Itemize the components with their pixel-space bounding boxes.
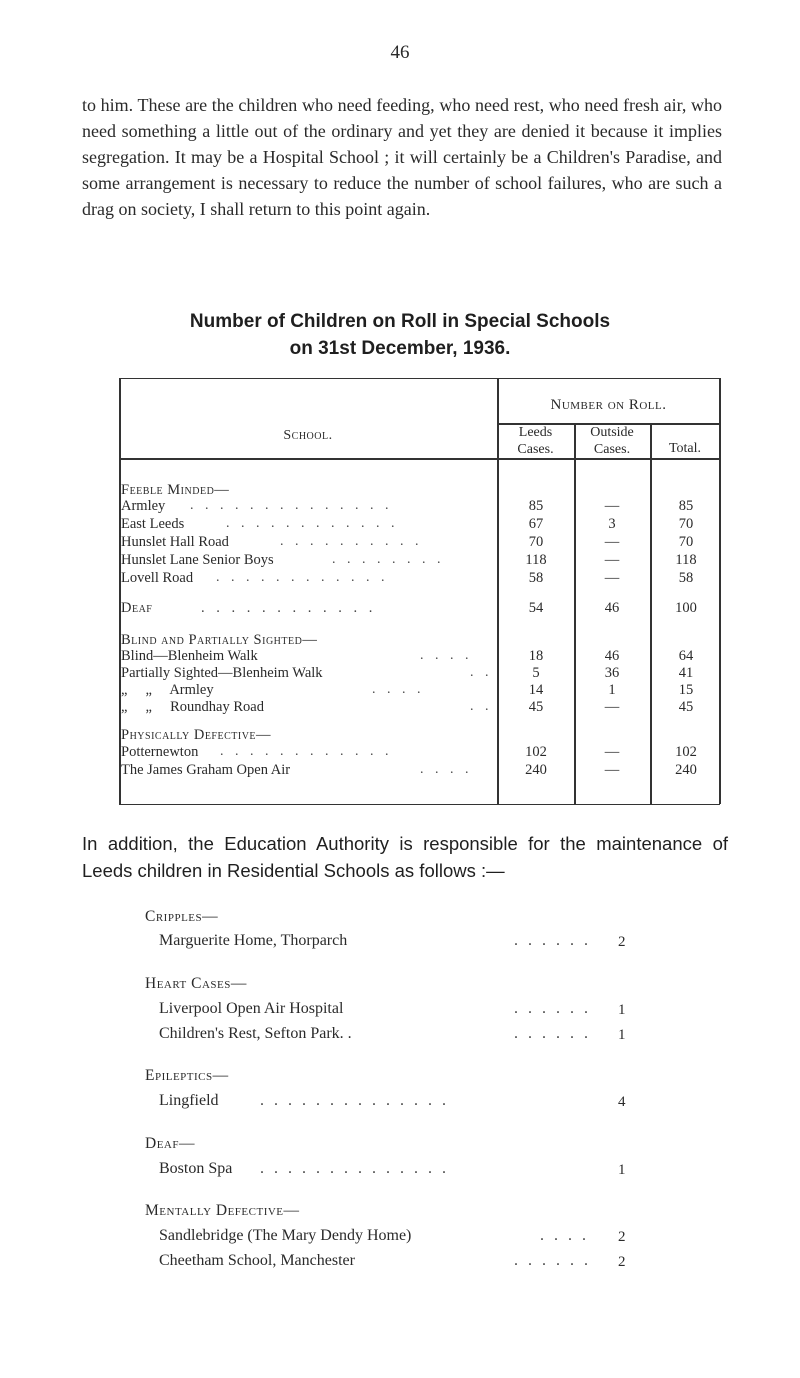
heading-epileptics: Epileptics— (145, 1067, 229, 1084)
leader-dots: . . . . . . . . . . . . (226, 516, 399, 531)
leader-dots: . . . . . . . . . . . . (220, 744, 393, 759)
school-header: School. (283, 428, 333, 443)
heading-heart-cases: Heart Cases— (145, 975, 247, 992)
outside-cases: 46 (604, 600, 620, 616)
school-name: Blind—Blenheim Walk (121, 648, 258, 664)
leeds-cases: 240 (525, 762, 547, 778)
table-divider-leeds (574, 423, 576, 804)
outside-cases: 1 (608, 682, 616, 698)
leeds-header-line2: Cases. (517, 442, 554, 457)
school-name: Hunslet Lane Senior Boys (121, 552, 274, 568)
intro-paragraph: to him. These are the children who need feeding, who need rest, who need fresh air, who need something a little out of the ordinary and yet they are denied it because it implies segregation. It may be a Hospital School ; it will certainly be a Children's Paradise, and some arrangement is necessary to reduce the number of school failures, who are such a drag on society, I shall return to this point again. (82, 95, 722, 219)
outside-cases: — (604, 498, 620, 514)
total: 100 (675, 600, 697, 616)
heading-deaf: Deaf— (145, 1135, 195, 1152)
outside-cases-header (574, 424, 650, 458)
leader-dots: . . . . . . . . . . . . (216, 570, 389, 585)
school-name: The James Graham Open Air (121, 762, 291, 778)
leeds-cases: 45 (528, 699, 544, 715)
total: 240 (675, 762, 697, 778)
leader-dots: . . . . . . . . . . . . . . (190, 498, 393, 513)
outside-cases: 3 (608, 516, 616, 532)
total: 64 (678, 648, 694, 664)
section-physically-defective: Physically Defective— (121, 727, 272, 743)
leeds-cases: 14 (528, 682, 544, 698)
leeds-header-line1: Leeds (518, 425, 553, 440)
total: 102 (675, 744, 697, 760)
deaf-label: Deaf (121, 600, 153, 616)
total: 58 (678, 570, 694, 586)
leeds-cases: 54 (528, 600, 544, 616)
leader-dots: . . . . . . (514, 1000, 591, 1017)
list-item-name: Children's Rest, Sefton Park. . (159, 1025, 352, 1042)
leeds-cases: 102 (525, 744, 547, 760)
list-item-name: Cheetham School, Manchester (159, 1252, 355, 1269)
outside-cases: 36 (604, 665, 620, 681)
leader-dots: . . . . . . (514, 1025, 591, 1042)
leeds-cases-header (497, 424, 574, 458)
outside-cases: — (604, 534, 620, 550)
school-name: Lovell Road (121, 570, 194, 586)
table-title-line1: Number of Children on Roll in Special Schools (189, 311, 611, 332)
table-divider-outside (650, 423, 652, 804)
leeds-cases: 85 (528, 498, 544, 514)
list-item-name: Liverpool Open Air Hospital (159, 1000, 344, 1017)
list-item-count: 1 (618, 1162, 626, 1178)
school-name: Hunslet Hall Road (121, 534, 229, 550)
leader-dots: . . . . (540, 1227, 589, 1244)
school-name: Armley (121, 498, 166, 514)
total: 118 (675, 552, 697, 568)
leeds-cases: 58 (528, 570, 544, 586)
outside-cases: — (604, 552, 620, 568)
outside-cases: — (604, 744, 620, 760)
leeds-cases: 5 (532, 665, 540, 681)
leader-dots: . . . . . . (514, 932, 591, 949)
list-item-count: 2 (618, 1229, 626, 1245)
leader-dots: . . . . . . (514, 1252, 591, 1269)
residential-paragraph: In addition, the Education Authority is responsible for the maintenance of Leeds children in Residential Schools as follows :— (82, 833, 728, 881)
leader-dots: . . (470, 699, 493, 714)
table-title (0, 308, 800, 362)
leader-dots: . . . . (372, 682, 425, 697)
leader-dots: . . . . . . . . (332, 552, 445, 567)
list-item-count: 1 (618, 1027, 626, 1043)
outside-header-line1: Outside (590, 425, 634, 440)
table-title-line2: on 31st December, 1936. (289, 338, 511, 359)
school-name: Partially Sighted—Blenheim Walk (121, 665, 323, 681)
school-name: Potternewton (121, 744, 199, 760)
list-item-count: 2 (618, 934, 626, 950)
leeds-cases: 67 (528, 516, 544, 532)
school-name: „ „ Armley (121, 682, 214, 698)
heading-mentally-defective: Mentally Defective— (145, 1202, 300, 1219)
list-item-name: Boston Spa (159, 1160, 233, 1177)
table-header-rule (119, 458, 720, 460)
outside-cases: — (604, 699, 620, 715)
list-item-name: Marguerite Home, Thorparch (159, 932, 348, 949)
list-item-name: Lingfield (159, 1092, 219, 1109)
leeds-cases: 18 (528, 648, 544, 664)
page-number: 46 (390, 42, 410, 63)
leader-dots: . . . . (420, 762, 473, 777)
total-header: Total. (668, 441, 702, 456)
list-item-count: 2 (618, 1254, 626, 1270)
total: 45 (678, 699, 694, 715)
school-name: East Leeds (121, 516, 185, 532)
list-item-count: 4 (618, 1094, 626, 1110)
section-feeble-minded: Feeble Minded— (121, 482, 230, 498)
leeds-cases: 70 (528, 534, 544, 550)
outside-cases: 46 (604, 648, 620, 664)
deaf-leader-dots: . . . . . . . . . . . . (201, 600, 377, 616)
outside-header-line2: Cases. (593, 442, 631, 457)
leader-dots: . . (470, 665, 493, 680)
outside-cases: — (604, 570, 620, 586)
list-item-name: Sandlebridge (The Mary Dendy Home) (159, 1227, 412, 1244)
total: 70 (678, 516, 694, 532)
number-on-roll-header: Number on Roll. (550, 397, 667, 413)
total: 85 (678, 498, 694, 514)
leader-dots: . . . . (420, 648, 473, 663)
heading-cripples: Cripples— (145, 908, 219, 925)
section-deaf (121, 600, 377, 617)
outside-cases: — (604, 762, 620, 778)
leader-dots: . . . . . . . . . . . . . . (260, 1160, 449, 1177)
leader-dots: . . . . . . . . . . . . . . (260, 1092, 449, 1109)
leader-dots: . . . . . . . . . . (280, 534, 423, 549)
total: 15 (678, 682, 694, 698)
leeds-cases: 118 (525, 552, 547, 568)
school-name: „ „ Roundhay Road (121, 699, 264, 715)
total: 41 (678, 665, 694, 681)
list-item-count: 1 (618, 1002, 626, 1018)
total: 70 (678, 534, 694, 550)
section-blind: Blind and Partially Sighted— (121, 632, 318, 648)
